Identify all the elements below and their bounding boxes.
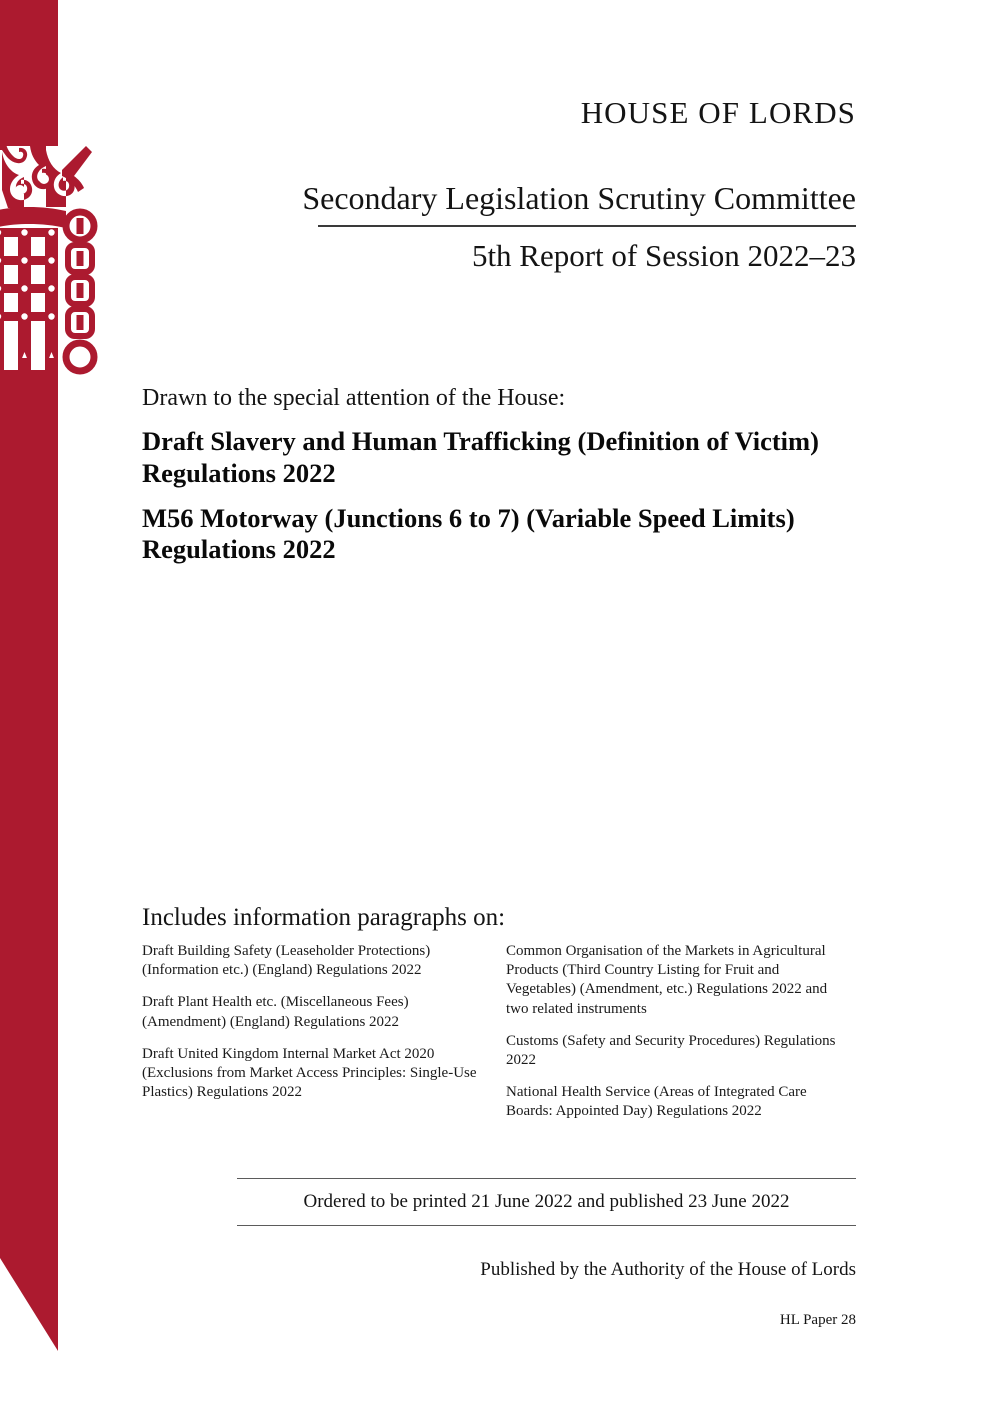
includes-heading: Includes information paragraphs on: (142, 904, 506, 931)
includes-columns (142, 942, 856, 1122)
includes-item: Draft United Kingdom Internal Market Act 2020 (Exclusions from Market Access Principles: Single-Use Plastics) Regulations 2022 (142, 1045, 477, 1101)
footer-divider-bottom (237, 1225, 856, 1226)
special-attention-item: Draft Slavery and Human Trafficking (Definition of Victim) Regulations 2022 (142, 426, 819, 488)
includes-item: Draft Plant Health etc. (Miscellaneous Fees) (Amendment) (England) Regulations 2022 (142, 994, 409, 1030)
report-session: 5th Report of Session 2022–23 (471, 237, 856, 273)
cover-footer (237, 1178, 856, 1329)
left-red-spine (0, 0, 140, 1401)
paper-number: HL Paper 28 (779, 1311, 856, 1328)
includes-left-column (142, 942, 499, 1122)
special-attention-item: M56 Motorway (Junctions 6 to 7) (Variable Speed Limits) Regulations 2022 (142, 502, 795, 565)
crowned-portcullis-icon (0, 144, 94, 371)
includes-item: Customs (Safety and Security Procedures) Regulations 2022 (506, 1032, 836, 1068)
includes-item: National Health Service (Areas of Integrated Care Boards: Appointed Day) Regulations 2022 (506, 1084, 807, 1120)
special-attention-section (142, 383, 856, 566)
committee-name: Secondary Legislation Scrutiny Committee (302, 180, 856, 217)
special-attention-lead: Drawn to the special attention of the House: (142, 385, 566, 411)
includes-item: Draft Building Safety (Leaseholder Protections) (Information etc.) (England) Regulations 2022 (142, 943, 431, 979)
cover-header (142, 96, 856, 274)
published-by-line: Published by the Authority of the House of Lords (480, 1258, 856, 1280)
house-of-lords-title: HOUSE OF LORDS (580, 95, 856, 130)
header-divider (318, 225, 856, 227)
includes-item: Common Organisation of the Markets in Agricultural Products (Third Country Listing for Fruit and Vegetables) (Amendment, etc.) Regulations 2022 and two related instruments (506, 943, 828, 1017)
ordered-printed-line: Ordered to be printed 21 June 2022 and published 23 June 2022 (303, 1191, 790, 1212)
includes-right-column (499, 942, 856, 1122)
includes-information-section (142, 903, 856, 1122)
